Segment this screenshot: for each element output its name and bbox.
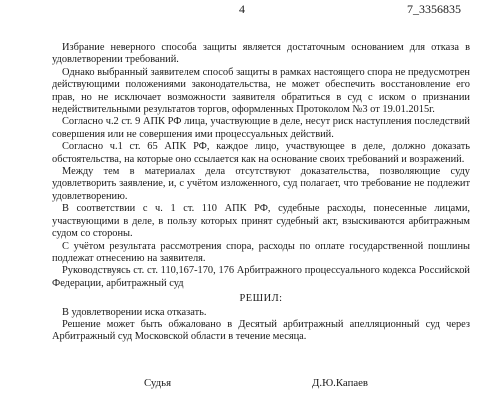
- paragraph: В соответствии с ч. 1 ст. 110 АПК РФ, судебные расходы, понесенные лицами, участвующими в деле, в пользу которых принят судебный акт, взыскиваются арбитражным судом со стороны.: [52, 203, 470, 240]
- paragraph: Согласно ч.2 ст. 9 АПК РФ лица, участвующие в деле, несут риск наступления последствий совершения или не совершения ими процессуальных действий.: [52, 116, 470, 140]
- page-number: 4: [239, 2, 245, 16]
- paragraph: Однако выбранный заявителем способ защиты в рамках настоящего спора не предусмотрен действующими положениями законодательства, не может обеспечить восстановление его прав, но не исключает возможности заявителя обратиться в суд с иском о признании недействительными результатов торгов, оформленных Протоколом №3 от 19.01.2015г.: [52, 66, 470, 116]
- paragraph: Между тем в материалах дела отсутствуют доказательства, позволяющие суду удовлетворить заявление, и, с учётом изложенного, суд полагает, что требование не подлежит удовлетворению.: [52, 166, 470, 202]
- judge-name: Д.Ю.Капаев: [312, 377, 369, 389]
- decision-heading: РЕШИЛ:: [239, 293, 283, 305]
- decision-paragraph: В удовлетворении иска отказать.: [62, 306, 207, 318]
- paragraph: Согласно ч.1 ст. 65 АПК РФ, каждое лицо, участвующее в деле, должно доказать обстоятельства, на которые оно ссылается как на основание своих требований и возражений.: [52, 141, 470, 165]
- paragraph: Избрание неверного способа защиты является достаточным основанием для отказа в удовлетворении требований.: [52, 42, 470, 66]
- case-number: 7_3356835: [407, 2, 461, 16]
- decision-paragraph: Решение может быть обжаловано в Десятый арбитражный апелляционный суд через Арбитражный суд Московской области в течение месяца.: [52, 318, 470, 343]
- document-body: [52, 42, 470, 344]
- judge-title: Судья: [144, 377, 172, 389]
- paragraph: С учётом результата рассмотрения спора, расходы по оплате государственной пошлины подлежат отнесению на заявителя.: [52, 240, 470, 264]
- paragraph: Руководствуясь ст. ст. 110,167-170, 176 Арбитражного процессуального кодекса Российской Федерации, арбитражный суд: [52, 265, 470, 289]
